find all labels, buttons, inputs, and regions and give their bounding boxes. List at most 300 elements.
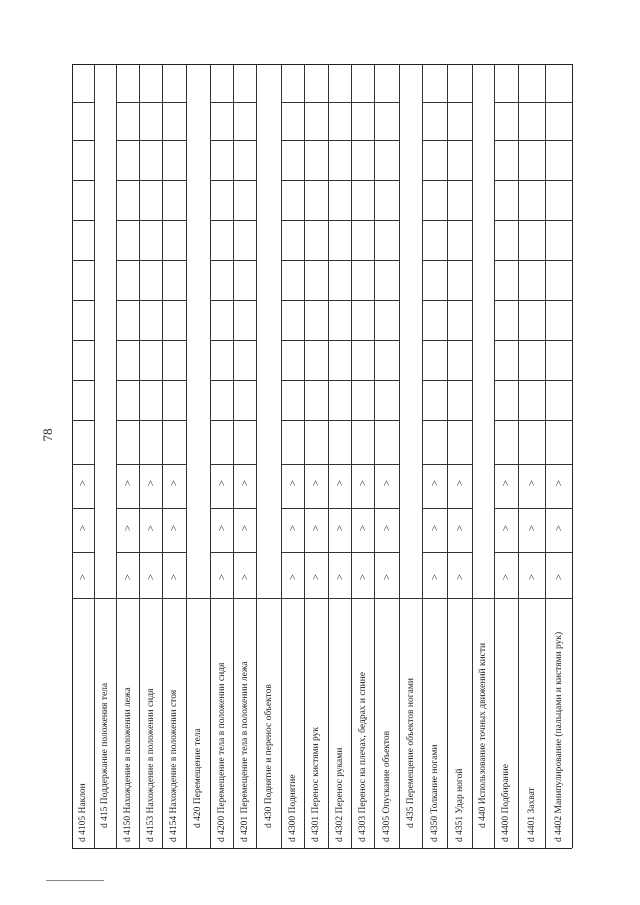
item-label: d 4302 Перенос руками [334, 747, 345, 842]
cell-divider [518, 140, 545, 141]
row-divider [399, 64, 400, 848]
cell-divider [351, 180, 374, 181]
row-divider [210, 64, 211, 848]
check-mark: > [77, 479, 89, 487]
check-mark: > [552, 524, 565, 532]
cell-divider [72, 598, 94, 599]
check-mark: > [333, 573, 346, 581]
cell-divider [139, 552, 162, 553]
cell-divider [281, 464, 304, 465]
row-divider [281, 64, 282, 848]
cell-divider [328, 102, 351, 103]
cell-divider [116, 300, 139, 301]
cell-divider [162, 180, 186, 181]
cell-divider [210, 420, 233, 421]
cell-divider [72, 464, 94, 465]
cell-divider [494, 508, 518, 509]
cell-divider [351, 508, 374, 509]
cell-divider [139, 300, 162, 301]
cell-divider [210, 380, 233, 381]
cell-divider [494, 552, 518, 553]
cell-divider [518, 260, 545, 261]
cell-divider [281, 598, 304, 599]
cell-divider [304, 420, 328, 421]
cell-divider [447, 260, 472, 261]
cell-divider [72, 508, 94, 509]
check-mark: > [428, 524, 441, 532]
cell-divider [494, 220, 518, 221]
cell-divider [518, 380, 545, 381]
cell-divider [162, 420, 186, 421]
cell-divider [72, 220, 94, 221]
row-divider [447, 64, 448, 848]
check-mark: > [333, 524, 346, 532]
cell-divider [233, 180, 256, 181]
cell-divider [304, 340, 328, 341]
check-mark: > [144, 479, 157, 487]
cell-divider [233, 380, 256, 381]
cell-divider [447, 140, 472, 141]
check-mark: > [168, 573, 180, 581]
row-divider [116, 64, 117, 848]
cell-divider [256, 598, 281, 599]
check-mark: > [121, 573, 134, 581]
cell-divider [210, 552, 233, 553]
cell-divider [374, 552, 399, 553]
cell-divider [422, 464, 447, 465]
cell-divider [422, 260, 447, 261]
check-mark: > [428, 479, 441, 487]
cell-divider [494, 102, 518, 103]
cell-divider [162, 380, 186, 381]
cell-divider [139, 464, 162, 465]
cell-divider [162, 140, 186, 141]
cell-divider [281, 420, 304, 421]
cell-divider [233, 420, 256, 421]
cell-divider [545, 598, 572, 599]
row-divider [233, 64, 234, 848]
cell-divider [281, 508, 304, 509]
cell-divider [351, 598, 374, 599]
cell-divider [162, 220, 186, 221]
cell-divider [494, 420, 518, 421]
cell-divider [328, 420, 351, 421]
row-divider [186, 64, 187, 848]
check-mark: > [144, 524, 157, 532]
check-mark: > [380, 573, 393, 581]
cell-divider [328, 464, 351, 465]
cell-divider [351, 102, 374, 103]
check-mark: > [500, 524, 512, 532]
item-label: d 4301 Перенос кистями рук [311, 727, 321, 842]
cell-divider [72, 180, 94, 181]
cell-divider [545, 552, 572, 553]
cell-divider [116, 380, 139, 381]
cell-divider [72, 300, 94, 301]
check-mark: > [286, 479, 299, 487]
cell-divider [281, 340, 304, 341]
check-mark: > [428, 573, 441, 581]
cell-divider [281, 102, 304, 103]
cell-divider [281, 220, 304, 221]
cell-divider [72, 380, 94, 381]
cell-divider [518, 508, 545, 509]
check-mark: > [238, 479, 251, 487]
check-mark: > [310, 479, 322, 487]
cell-divider [374, 300, 399, 301]
item-label: d 4400 Подбирание [501, 764, 511, 842]
cell-divider [328, 220, 351, 221]
cell-divider [472, 598, 494, 599]
cell-divider [328, 140, 351, 141]
cell-divider [328, 340, 351, 341]
cell-divider [518, 598, 545, 599]
cell-divider [162, 260, 186, 261]
cell-divider [281, 300, 304, 301]
cell-divider [116, 220, 139, 221]
cell-divider [374, 260, 399, 261]
cell-divider [304, 598, 328, 599]
check-mark: > [215, 573, 228, 581]
cell-divider [494, 598, 518, 599]
cell-divider [374, 180, 399, 181]
cell-divider [139, 180, 162, 181]
cell-divider [139, 508, 162, 509]
table-border-right [572, 64, 573, 848]
cell-divider [494, 180, 518, 181]
check-mark: > [333, 479, 346, 487]
check-mark: > [121, 524, 134, 532]
item-label: d 4402 Манипулирование (пальцами и кистями рук) [553, 631, 564, 842]
item-label: d 4303 Перенос на плечах, бедрах и спине [357, 671, 368, 842]
cell-divider [518, 102, 545, 103]
cell-divider [72, 552, 94, 553]
check-mark: > [525, 479, 538, 487]
check-mark: > [500, 479, 512, 487]
cell-divider [233, 260, 256, 261]
cell-divider [328, 380, 351, 381]
cell-divider [374, 464, 399, 465]
check-mark: > [168, 524, 180, 532]
item-label: d 4305 Опускание объектов [381, 730, 392, 842]
cell-divider [447, 380, 472, 381]
cell-divider [422, 102, 447, 103]
row-divider [94, 64, 95, 848]
cell-divider [518, 180, 545, 181]
cell-divider [281, 552, 304, 553]
cell-divider [545, 420, 572, 421]
cell-divider [328, 260, 351, 261]
cell-divider [304, 464, 328, 465]
cell-divider [545, 260, 572, 261]
cell-divider [545, 140, 572, 141]
cell-divider [422, 140, 447, 141]
cell-divider [518, 552, 545, 553]
cell-divider [139, 420, 162, 421]
cell-divider [374, 102, 399, 103]
cell-divider [494, 340, 518, 341]
item-label: d 4154 Нахождение в положении стоя [169, 689, 179, 842]
cell-divider [233, 220, 256, 221]
cell-divider [281, 380, 304, 381]
cell-divider [422, 420, 447, 421]
row-divider [518, 64, 519, 848]
item-label: d 4150 Нахождение в положении лежа [122, 687, 133, 842]
cell-divider [374, 340, 399, 341]
cell-divider [545, 102, 572, 103]
cell-divider [162, 508, 186, 509]
category-header: d 430 Поднятие и перенос объектов [263, 684, 274, 828]
item-label: d 4351 Удар ногой [454, 768, 465, 842]
cell-divider [422, 340, 447, 341]
cell-divider [447, 180, 472, 181]
cell-divider [281, 180, 304, 181]
check-mark: > [552, 479, 565, 487]
cell-divider [210, 102, 233, 103]
cell-divider [139, 380, 162, 381]
row-divider [472, 64, 473, 848]
check-mark: > [215, 524, 228, 532]
item-label: d 4153 Нахождение в положении сидя [145, 688, 156, 842]
row-divider [162, 64, 163, 848]
cell-divider [116, 420, 139, 421]
item-label: d 4401 Захват [526, 787, 537, 842]
check-mark: > [525, 573, 538, 581]
cell-divider [518, 420, 545, 421]
cell-divider [304, 102, 328, 103]
cell-divider [351, 300, 374, 301]
cell-divider [518, 220, 545, 221]
cell-divider [304, 380, 328, 381]
cell-divider [281, 260, 304, 261]
cell-divider [304, 220, 328, 221]
cell-divider [399, 598, 422, 599]
row-divider [139, 64, 140, 848]
cell-divider [328, 552, 351, 553]
cell-divider [72, 260, 94, 261]
cell-divider [304, 260, 328, 261]
cell-divider [545, 180, 572, 181]
cell-divider [139, 598, 162, 599]
check-mark: > [525, 524, 538, 532]
cell-divider [351, 260, 374, 261]
cell-divider [116, 340, 139, 341]
cell-divider [210, 340, 233, 341]
cell-divider [351, 220, 374, 221]
cell-divider [233, 102, 256, 103]
cell-divider [328, 300, 351, 301]
cell-divider [518, 300, 545, 301]
check-mark: > [77, 524, 89, 532]
check-mark: > [286, 573, 299, 581]
cell-divider [422, 300, 447, 301]
cell-divider [422, 180, 447, 181]
cell-divider [374, 420, 399, 421]
cell-divider [116, 140, 139, 141]
cell-divider [210, 508, 233, 509]
cell-divider [210, 598, 233, 599]
cell-divider [233, 340, 256, 341]
row-divider [328, 64, 329, 848]
cell-divider [447, 464, 472, 465]
check-mark: > [356, 573, 369, 581]
cell-divider [139, 260, 162, 261]
cell-divider [351, 380, 374, 381]
check-mark: > [310, 573, 322, 581]
cell-divider [374, 140, 399, 141]
cell-divider [545, 300, 572, 301]
check-mark: > [238, 524, 251, 532]
cell-divider [233, 552, 256, 553]
cell-divider [494, 300, 518, 301]
cell-divider [233, 598, 256, 599]
check-mark: > [356, 479, 369, 487]
cell-divider [374, 220, 399, 221]
cell-divider [116, 464, 139, 465]
check-mark: > [453, 479, 466, 487]
row-divider [256, 64, 257, 848]
cell-divider [545, 220, 572, 221]
category-header: d 415 Поддержание положения тела [100, 682, 110, 828]
table-border-top [72, 64, 572, 65]
cell-divider [447, 420, 472, 421]
cell-divider [72, 340, 94, 341]
check-mark: > [380, 524, 393, 532]
cell-divider [116, 508, 139, 509]
cell-divider [162, 464, 186, 465]
cell-divider [116, 598, 139, 599]
cell-divider [210, 220, 233, 221]
category-header: d 440 Использование точных движений кисти [478, 642, 488, 828]
scan-edge-mark [46, 880, 104, 881]
cell-divider [447, 300, 472, 301]
check-mark: > [310, 524, 322, 532]
cell-divider [494, 260, 518, 261]
cell-divider [447, 102, 472, 103]
cell-divider [545, 380, 572, 381]
cell-divider [233, 300, 256, 301]
cell-divider [233, 508, 256, 509]
cell-divider [545, 508, 572, 509]
cell-divider [518, 340, 545, 341]
cell-divider [422, 508, 447, 509]
cell-divider [494, 464, 518, 465]
cell-divider [210, 300, 233, 301]
cell-divider [233, 140, 256, 141]
cell-divider [447, 598, 472, 599]
check-mark: > [453, 524, 466, 532]
cell-divider [72, 420, 94, 421]
cell-divider [545, 340, 572, 341]
cell-divider [351, 420, 374, 421]
cell-divider [116, 102, 139, 103]
check-mark: > [552, 573, 565, 581]
row-divider [494, 64, 495, 848]
cell-divider [116, 552, 139, 553]
cell-divider [304, 180, 328, 181]
cell-divider [210, 180, 233, 181]
cell-divider [210, 260, 233, 261]
item-label: d 4105 Наклон [78, 783, 88, 842]
cell-divider [447, 552, 472, 553]
row-divider [374, 64, 375, 848]
cell-divider [304, 140, 328, 141]
cell-divider [139, 140, 162, 141]
cell-divider [116, 260, 139, 261]
cell-divider [447, 220, 472, 221]
cell-divider [422, 380, 447, 381]
check-mark: > [121, 479, 134, 487]
item-label: d 4350 Толкание ногами [429, 744, 440, 842]
check-mark: > [168, 479, 180, 487]
row-divider [304, 64, 305, 848]
cell-divider [139, 220, 162, 221]
cell-divider [351, 140, 374, 141]
table-border-bottom [72, 848, 572, 849]
cell-divider [518, 464, 545, 465]
check-mark: > [380, 479, 393, 487]
category-header: d 420 Перемещение тела [193, 728, 203, 828]
item-label: d 4200 Перемещение тела в положении сидя [216, 662, 227, 842]
check-mark: > [238, 573, 251, 581]
cell-divider [162, 598, 186, 599]
cell-divider [116, 180, 139, 181]
cell-divider [422, 552, 447, 553]
check-mark: > [144, 573, 157, 581]
cell-divider [447, 508, 472, 509]
cell-divider [304, 300, 328, 301]
check-mark: > [453, 573, 466, 581]
check-mark: > [286, 524, 299, 532]
check-mark: > [77, 573, 89, 581]
cell-divider [422, 220, 447, 221]
cell-divider [351, 552, 374, 553]
cell-divider [281, 140, 304, 141]
cell-divider [374, 598, 399, 599]
check-mark: > [215, 479, 228, 487]
cell-divider [374, 380, 399, 381]
cell-divider [304, 552, 328, 553]
cell-divider [233, 464, 256, 465]
item-label: d 4201 Перемещение тела в положении лежа [239, 661, 250, 842]
cell-divider [422, 598, 447, 599]
item-label: d 4300 Поднятие [287, 774, 298, 842]
cell-divider [94, 598, 116, 599]
cell-divider [374, 508, 399, 509]
check-mark: > [500, 573, 512, 581]
check-mark: > [356, 524, 369, 532]
table-border-left [72, 64, 73, 848]
cell-divider [351, 464, 374, 465]
cell-divider [210, 464, 233, 465]
cell-divider [304, 508, 328, 509]
cell-divider [494, 140, 518, 141]
cell-divider [210, 140, 233, 141]
cell-divider [139, 102, 162, 103]
cell-divider [328, 180, 351, 181]
cell-divider [494, 380, 518, 381]
cell-divider [162, 340, 186, 341]
cell-divider [162, 300, 186, 301]
row-divider [422, 64, 423, 848]
row-divider [545, 64, 546, 848]
cell-divider [162, 102, 186, 103]
cell-divider [328, 598, 351, 599]
cell-divider [139, 340, 162, 341]
cell-divider [545, 464, 572, 465]
page-number: 78 [40, 428, 55, 442]
cell-divider [447, 340, 472, 341]
